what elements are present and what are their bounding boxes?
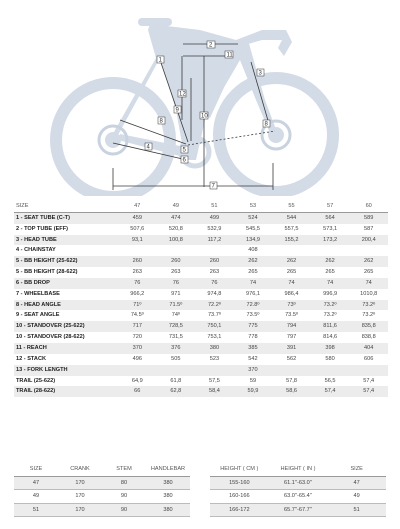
table-cell: 404 <box>349 343 388 354</box>
row-label: 6 - BB DROP <box>14 278 118 289</box>
table-cell: 380 <box>146 490 190 504</box>
table-cell: 265 <box>272 267 311 278</box>
size-column-header: 55 <box>272 201 311 212</box>
table-cell: 90 <box>102 490 146 504</box>
table-cell: 74 <box>234 278 273 289</box>
table-cell: 986,4 <box>272 289 311 300</box>
table-row <box>14 267 388 278</box>
table-cell: 838,8 <box>349 332 388 343</box>
table-cell: 93,1 <box>118 235 157 246</box>
dimension-tag: 1 <box>158 57 162 64</box>
table-cell: 496 <box>118 354 157 365</box>
table-cell: 532,9 <box>195 224 234 235</box>
row-label: 10 - STANDOVER (25-622) <box>14 321 118 332</box>
table-cell: 380 <box>146 503 190 517</box>
table-cell: 263 <box>195 267 234 278</box>
table-cell <box>118 365 157 376</box>
column-header: SIZE <box>327 463 386 476</box>
components-table <box>14 463 190 517</box>
table-cell: 49 <box>14 490 58 504</box>
column-header: HEIGHT ( CM ) <box>210 463 269 476</box>
table-row <box>14 235 388 246</box>
dimension-tag: 12 <box>179 91 186 98</box>
table-cell <box>272 245 311 256</box>
table-row <box>14 343 388 354</box>
table-cell: 971 <box>157 289 196 300</box>
table-cell: 996,9 <box>311 289 350 300</box>
table-cell <box>195 245 234 256</box>
table-cell: 100,8 <box>157 235 196 246</box>
size-column-header: 49 <box>157 201 196 212</box>
table-row <box>14 386 388 397</box>
table-cell: 262 <box>311 256 350 267</box>
rider-height-table <box>210 463 386 517</box>
table-cell: 775 <box>234 321 273 332</box>
table-cell: 606 <box>349 354 388 365</box>
dimension-tag: 8 <box>159 118 163 125</box>
dimension-tag: 6 <box>182 157 186 164</box>
table-cell: 155-160 <box>210 476 269 490</box>
table-cell: 73º <box>272 300 311 311</box>
table-cell: 260 <box>157 256 196 267</box>
table-cell: 814,6 <box>311 332 350 343</box>
table-cell: 58,6 <box>272 386 311 397</box>
table-row <box>14 245 388 256</box>
table-cell: 1010,8 <box>349 289 388 300</box>
table-cell: 263 <box>157 267 196 278</box>
row-label: TRAIL (28-622) <box>14 386 118 397</box>
table-cell <box>157 365 196 376</box>
table-cell: 76 <box>195 278 234 289</box>
row-label: 12 - STACK <box>14 354 118 365</box>
table-cell: 385 <box>234 343 273 354</box>
table-cell <box>349 365 388 376</box>
table-cell: 505 <box>157 354 196 365</box>
row-label: 9 - SEAT ANGLE <box>14 310 118 321</box>
row-label: 10 - STANDOVER (28-622) <box>14 332 118 343</box>
table-cell: 976,1 <box>234 289 273 300</box>
table-cell: 474 <box>157 212 196 223</box>
dimension-tag: 7 <box>211 183 215 190</box>
table-cell: 170 <box>58 476 102 490</box>
table-cell: 459 <box>118 212 157 223</box>
row-label: 11 - REACH <box>14 343 118 354</box>
table-cell: 155,2 <box>272 235 311 246</box>
table-cell: 262 <box>272 256 311 267</box>
table-cell: 265 <box>234 267 273 278</box>
table-cell: 262 <box>234 256 273 267</box>
table-cell: 966,2 <box>118 289 157 300</box>
row-label: 1 - SEAT TUBE (C-T) <box>14 212 118 223</box>
dimension-tag: 2 <box>209 42 213 49</box>
table-cell: 544 <box>272 212 311 223</box>
table-cell: 717 <box>118 321 157 332</box>
dimension-tag: 8 <box>264 121 268 128</box>
table-cell: 545,5 <box>234 224 273 235</box>
table-cell: 90 <box>102 503 146 517</box>
table-cell: 573,1 <box>311 224 350 235</box>
table-cell: 66 <box>118 386 157 397</box>
table-cell: 57,8 <box>272 376 311 387</box>
column-header: STEM <box>102 463 146 476</box>
table-cell <box>311 365 350 376</box>
table-cell: 507,6 <box>118 224 157 235</box>
table-cell: 56,5 <box>311 376 350 387</box>
table-cell: 262 <box>349 256 388 267</box>
row-label: 7 - WHEELBASE <box>14 289 118 300</box>
column-header: CRANK <box>58 463 102 476</box>
table-cell: 76 <box>118 278 157 289</box>
height-header-row <box>210 463 386 476</box>
geometry-header-row <box>14 201 388 212</box>
table-cell: 380 <box>146 476 190 490</box>
table-cell: 564 <box>311 212 350 223</box>
table-cell: 51 <box>327 503 386 517</box>
table-row <box>210 490 386 504</box>
table-cell: 557,5 <box>272 224 311 235</box>
table-cell: 64,9 <box>118 376 157 387</box>
components-header-row <box>14 463 190 476</box>
table-row <box>14 300 388 311</box>
dimension-tag: 10 <box>201 113 208 120</box>
table-cell: 65.7''-67.7'' <box>269 503 328 517</box>
table-cell: 73.5º <box>272 310 311 321</box>
table-cell: 265 <box>311 267 350 278</box>
table-row <box>14 503 190 517</box>
table-cell: 170 <box>58 503 102 517</box>
column-header: SIZE <box>14 463 58 476</box>
table-cell: 73.2º <box>349 300 388 311</box>
row-label: 5 - BB HEIGHT (28-622) <box>14 267 118 278</box>
table-row <box>14 256 388 267</box>
table-cell: 778 <box>234 332 273 343</box>
dimension-tag: 5 <box>182 147 186 154</box>
table-row <box>14 490 190 504</box>
table-cell: 73.5º <box>234 310 273 321</box>
table-cell: 76 <box>157 278 196 289</box>
table-row <box>210 503 386 517</box>
table-cell: 260 <box>118 256 157 267</box>
row-label: 8 - HEAD ANGLE <box>14 300 118 311</box>
table-cell: 73.7º <box>195 310 234 321</box>
table-cell: 170 <box>58 490 102 504</box>
table-row <box>14 332 388 343</box>
table-cell: 728,5 <box>157 321 196 332</box>
table-cell: 376 <box>157 343 196 354</box>
table-cell: 589 <box>349 212 388 223</box>
table-cell: 794 <box>272 321 311 332</box>
table-row <box>14 212 388 223</box>
table-cell: 720 <box>118 332 157 343</box>
table-row <box>14 289 388 300</box>
table-row <box>14 476 190 490</box>
table-cell: 80 <box>102 476 146 490</box>
table-cell: 499 <box>195 212 234 223</box>
table-cell: 57,4 <box>349 376 388 387</box>
geometry-table <box>14 201 388 397</box>
table-cell <box>118 245 157 256</box>
table-cell: 72.8º <box>234 300 273 311</box>
table-cell: 74 <box>349 278 388 289</box>
table-cell: 63.0''-65.4'' <box>269 490 328 504</box>
size-header: SIZE <box>14 201 118 212</box>
dimension-tag: 9 <box>175 107 179 114</box>
bike-silhouette <box>56 18 333 196</box>
table-row <box>210 476 386 490</box>
size-column-header: 51 <box>195 201 234 212</box>
table-cell: 72.2º <box>195 300 234 311</box>
table-cell: 57,4 <box>311 386 350 397</box>
table-cell: 134,9 <box>234 235 273 246</box>
table-cell: 47 <box>14 476 58 490</box>
table-cell: 51 <box>14 503 58 517</box>
table-cell: 166-172 <box>210 503 269 517</box>
table-cell <box>157 245 196 256</box>
table-cell: 47 <box>327 476 386 490</box>
table-cell: 49 <box>327 490 386 504</box>
bike-geometry-diagram <box>0 0 400 196</box>
table-cell: 200,4 <box>349 235 388 246</box>
table-cell: 523 <box>195 354 234 365</box>
table-row <box>14 278 388 289</box>
row-label: 13 - FORK LENGTH <box>14 365 118 376</box>
table-cell: 542 <box>234 354 273 365</box>
table-cell: 73.2º <box>349 310 388 321</box>
table-cell: 797 <box>272 332 311 343</box>
table-cell: 753,1 <box>195 332 234 343</box>
table-cell: 370 <box>118 343 157 354</box>
table-row <box>14 310 388 321</box>
table-cell <box>349 245 388 256</box>
column-header: HANDLEBAR <box>146 463 190 476</box>
table-cell: 263 <box>118 267 157 278</box>
table-row <box>14 365 388 376</box>
table-cell: 74º <box>157 310 196 321</box>
dimension-tag: 11 <box>226 52 233 59</box>
table-cell: 62,8 <box>157 386 196 397</box>
table-cell: 398 <box>311 343 350 354</box>
table-row <box>14 224 388 235</box>
table-cell: 117,2 <box>195 235 234 246</box>
table-cell: 71º <box>118 300 157 311</box>
table-cell <box>311 245 350 256</box>
table-cell: 580 <box>311 354 350 365</box>
table-cell: 61,8 <box>157 376 196 387</box>
size-column-header: 47 <box>118 201 157 212</box>
table-cell: 520,8 <box>157 224 196 235</box>
column-header: HEIGHT ( IN ) <box>269 463 328 476</box>
table-cell: 59,9 <box>234 386 273 397</box>
table-cell: 71.5º <box>157 300 196 311</box>
dimension-tag: 3 <box>258 70 262 77</box>
table-cell: 731,5 <box>157 332 196 343</box>
size-column-header: 53 <box>234 201 273 212</box>
table-cell: 57,5 <box>195 376 234 387</box>
row-label: 4 - CHAINSTAY <box>14 245 118 256</box>
table-cell: 58,4 <box>195 386 234 397</box>
table-cell: 59 <box>234 376 273 387</box>
table-row <box>14 354 388 365</box>
table-row <box>14 376 388 387</box>
table-cell: 835,8 <box>349 321 388 332</box>
table-cell: 587 <box>349 224 388 235</box>
size-column-header: 57 <box>311 201 350 212</box>
table-cell: 524 <box>234 212 273 223</box>
table-cell: 370 <box>234 365 273 376</box>
table-cell: 974,8 <box>195 289 234 300</box>
dimension-tag: 4 <box>146 144 150 151</box>
table-cell: 811,6 <box>311 321 350 332</box>
table-cell: 260 <box>195 256 234 267</box>
table-cell: 74 <box>272 278 311 289</box>
table-cell: 380 <box>195 343 234 354</box>
table-cell: 73.2º <box>311 310 350 321</box>
table-cell: 750,1 <box>195 321 234 332</box>
table-cell: 57,4 <box>349 386 388 397</box>
table-cell: 73.2º <box>311 300 350 311</box>
table-cell <box>272 365 311 376</box>
table-cell <box>195 365 234 376</box>
row-label: 5 - BB HEIGHT (25-622) <box>14 256 118 267</box>
table-cell: 74 <box>311 278 350 289</box>
table-cell: 408 <box>234 245 273 256</box>
table-cell: 265 <box>349 267 388 278</box>
size-column-header: 60 <box>349 201 388 212</box>
table-cell: 562 <box>272 354 311 365</box>
table-row <box>14 321 388 332</box>
row-label: 3 - HEAD TUBE <box>14 235 118 246</box>
table-cell: 61.1''-63.0'' <box>269 476 328 490</box>
table-cell: 74.5º <box>118 310 157 321</box>
row-label: 2 - TOP TUBE (EFF) <box>14 224 118 235</box>
table-cell: 173,2 <box>311 235 350 246</box>
row-label: TRAIL (25-622) <box>14 376 118 387</box>
table-cell: 391 <box>272 343 311 354</box>
table-cell: 160-166 <box>210 490 269 504</box>
